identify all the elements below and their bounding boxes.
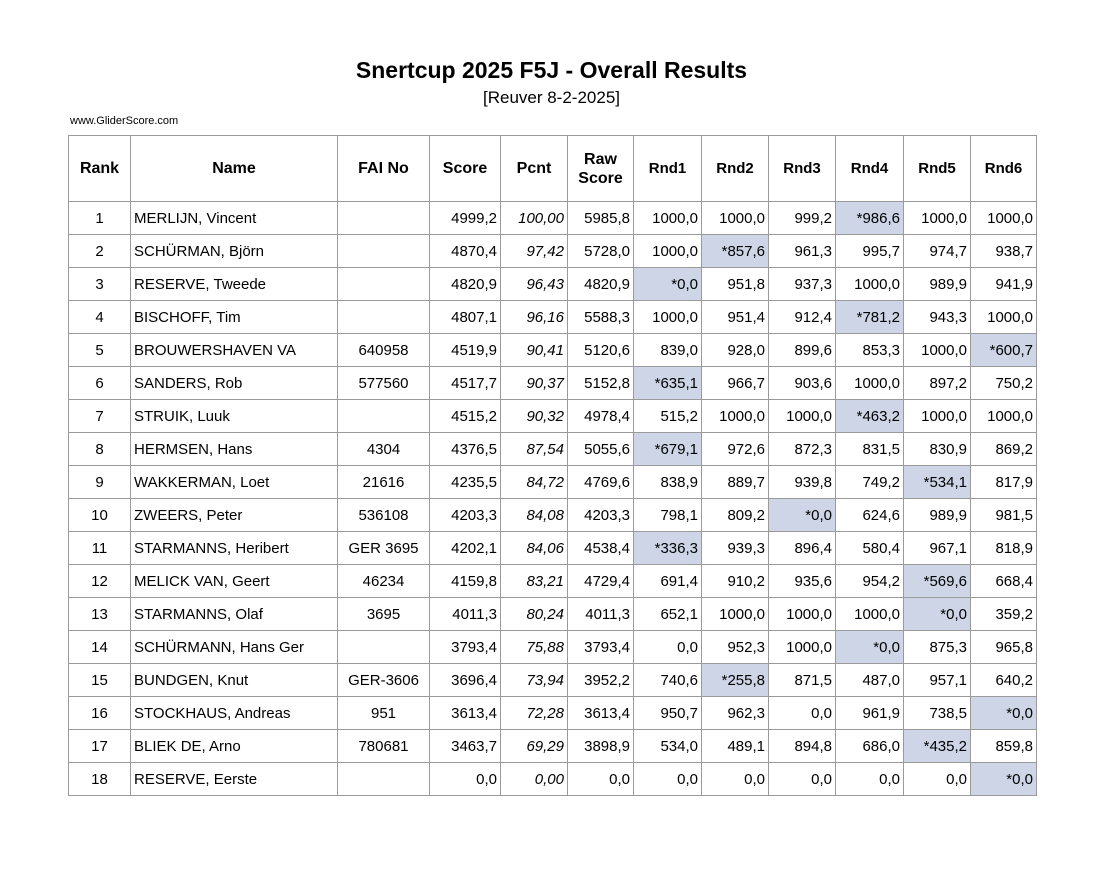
round-4-cell: 954,2 <box>836 565 904 598</box>
round-1-cell: *635,1 <box>634 367 702 400</box>
results-body <box>69 202 1037 796</box>
score-cell: 4807,1 <box>430 301 501 334</box>
round-1-cell: 1000,0 <box>634 202 702 235</box>
score-cell: 3696,4 <box>430 664 501 697</box>
table-row <box>69 235 1037 268</box>
table-row <box>69 598 1037 631</box>
table-row <box>69 631 1037 664</box>
round-1-cell: *679,1 <box>634 433 702 466</box>
col-header-pcnt: Pcnt <box>501 136 568 202</box>
col-header-rnd5: Rnd5 <box>904 136 971 202</box>
round-6-cell: *600,7 <box>971 334 1037 367</box>
raw-score-cell: 4820,9 <box>568 268 634 301</box>
name-cell: WAKKERMAN, Loet <box>131 466 338 499</box>
fai-no-cell: 536108 <box>338 499 430 532</box>
raw-score-cell: 5055,6 <box>568 433 634 466</box>
round-6-cell: 818,9 <box>971 532 1037 565</box>
table-row <box>69 433 1037 466</box>
round-4-cell: 831,5 <box>836 433 904 466</box>
table-row <box>69 367 1037 400</box>
name-cell: BROUWERSHAVEN VA <box>131 334 338 367</box>
name-cell: MERLIJN, Vincent <box>131 202 338 235</box>
name-cell: SCHÜRMAN, Björn <box>131 235 338 268</box>
fai-no-cell: 21616 <box>338 466 430 499</box>
table-row <box>69 301 1037 334</box>
rank-cell: 13 <box>69 598 131 631</box>
score-cell: 3613,4 <box>430 697 501 730</box>
round-1-cell: 0,0 <box>634 763 702 796</box>
pcnt-cell: 0,00 <box>501 763 568 796</box>
round-5-cell: *534,1 <box>904 466 971 499</box>
rank-cell: 10 <box>69 499 131 532</box>
fai-no-cell <box>338 763 430 796</box>
table-row <box>69 697 1037 730</box>
round-6-cell: 859,8 <box>971 730 1037 763</box>
table-row <box>69 202 1037 235</box>
score-cell: 4870,4 <box>430 235 501 268</box>
round-5-cell: 1000,0 <box>904 202 971 235</box>
round-1-cell: 839,0 <box>634 334 702 367</box>
name-cell: SANDERS, Rob <box>131 367 338 400</box>
round-5-cell: 0,0 <box>904 763 971 796</box>
round-5-cell: *0,0 <box>904 598 971 631</box>
table-row <box>69 499 1037 532</box>
round-1-cell: 515,2 <box>634 400 702 433</box>
name-cell: STOCKHAUS, Andreas <box>131 697 338 730</box>
name-cell: STARMANNS, Olaf <box>131 598 338 631</box>
pcnt-cell: 90,37 <box>501 367 568 400</box>
fai-no-cell: 4304 <box>338 433 430 466</box>
round-3-cell: 912,4 <box>769 301 836 334</box>
round-2-cell: 952,3 <box>702 631 769 664</box>
round-6-cell: *0,0 <box>971 697 1037 730</box>
round-5-cell: 830,9 <box>904 433 971 466</box>
round-6-cell: 941,9 <box>971 268 1037 301</box>
col-header-rnd6: Rnd6 <box>971 136 1037 202</box>
col-header-fai-no: FAI No <box>338 136 430 202</box>
pcnt-cell: 80,24 <box>501 598 568 631</box>
round-1-cell: 652,1 <box>634 598 702 631</box>
round-1-cell: 838,9 <box>634 466 702 499</box>
round-3-cell: 937,3 <box>769 268 836 301</box>
fai-no-cell <box>338 301 430 334</box>
round-2-cell: *857,6 <box>702 235 769 268</box>
round-6-cell: 981,5 <box>971 499 1037 532</box>
pcnt-cell: 90,32 <box>501 400 568 433</box>
round-6-cell: *0,0 <box>971 763 1037 796</box>
round-2-cell: 928,0 <box>702 334 769 367</box>
round-1-cell: 950,7 <box>634 697 702 730</box>
round-2-cell: 489,1 <box>702 730 769 763</box>
round-4-cell: *781,2 <box>836 301 904 334</box>
round-5-cell: 943,3 <box>904 301 971 334</box>
fai-no-cell <box>338 268 430 301</box>
score-cell: 4011,3 <box>430 598 501 631</box>
name-cell: HERMSEN, Hans <box>131 433 338 466</box>
score-cell: 4515,2 <box>430 400 501 433</box>
fai-no-cell <box>338 235 430 268</box>
rank-cell: 16 <box>69 697 131 730</box>
table-row <box>69 268 1037 301</box>
fai-no-cell: 780681 <box>338 730 430 763</box>
score-cell: 4999,2 <box>430 202 501 235</box>
fai-no-cell <box>338 631 430 664</box>
table-row <box>69 400 1037 433</box>
pcnt-cell: 84,06 <box>501 532 568 565</box>
raw-score-cell: 0,0 <box>568 763 634 796</box>
pcnt-cell: 75,88 <box>501 631 568 664</box>
round-4-cell: 624,6 <box>836 499 904 532</box>
fai-no-cell: 577560 <box>338 367 430 400</box>
table-row <box>69 466 1037 499</box>
round-3-cell: 939,8 <box>769 466 836 499</box>
score-cell: 4235,5 <box>430 466 501 499</box>
col-header-score: Score <box>430 136 501 202</box>
table-row <box>69 334 1037 367</box>
round-5-cell: 967,1 <box>904 532 971 565</box>
rank-cell: 12 <box>69 565 131 598</box>
table-row <box>69 763 1037 796</box>
raw-score-cell: 3898,9 <box>568 730 634 763</box>
pcnt-cell: 96,43 <box>501 268 568 301</box>
table-row <box>69 730 1037 763</box>
round-4-cell: 1000,0 <box>836 598 904 631</box>
raw-score-cell: 5120,6 <box>568 334 634 367</box>
round-3-cell: 961,3 <box>769 235 836 268</box>
round-6-cell: 965,8 <box>971 631 1037 664</box>
round-3-cell: 896,4 <box>769 532 836 565</box>
round-5-cell: 738,5 <box>904 697 971 730</box>
fai-no-cell <box>338 400 430 433</box>
score-cell: 3463,7 <box>430 730 501 763</box>
round-5-cell: 875,3 <box>904 631 971 664</box>
name-cell: MELICK VAN, Geert <box>131 565 338 598</box>
round-2-cell: 889,7 <box>702 466 769 499</box>
round-3-cell: 872,3 <box>769 433 836 466</box>
rank-cell: 18 <box>69 763 131 796</box>
round-4-cell: 961,9 <box>836 697 904 730</box>
round-1-cell: *0,0 <box>634 268 702 301</box>
round-3-cell: 1000,0 <box>769 400 836 433</box>
rank-cell: 1 <box>69 202 131 235</box>
raw-score-cell: 3613,4 <box>568 697 634 730</box>
pcnt-cell: 72,28 <box>501 697 568 730</box>
round-2-cell: *255,8 <box>702 664 769 697</box>
round-5-cell: 957,1 <box>904 664 971 697</box>
round-4-cell: 686,0 <box>836 730 904 763</box>
round-5-cell: *569,6 <box>904 565 971 598</box>
round-4-cell: 487,0 <box>836 664 904 697</box>
round-1-cell: 534,0 <box>634 730 702 763</box>
round-4-cell: *463,2 <box>836 400 904 433</box>
table-row <box>69 565 1037 598</box>
round-2-cell: 1000,0 <box>702 400 769 433</box>
round-5-cell: 1000,0 <box>904 400 971 433</box>
round-6-cell: 938,7 <box>971 235 1037 268</box>
round-4-cell: 995,7 <box>836 235 904 268</box>
round-2-cell: 1000,0 <box>702 598 769 631</box>
col-header-rank: Rank <box>69 136 131 202</box>
rank-cell: 7 <box>69 400 131 433</box>
raw-score-cell: 3793,4 <box>568 631 634 664</box>
page-title: Snertcup 2025 F5J - Overall Results <box>355 57 748 83</box>
round-1-cell: 1000,0 <box>634 235 702 268</box>
round-2-cell: 966,7 <box>702 367 769 400</box>
raw-score-cell: 4769,6 <box>568 466 634 499</box>
round-3-cell: 935,6 <box>769 565 836 598</box>
round-3-cell: 899,6 <box>769 334 836 367</box>
pcnt-cell: 69,29 <box>501 730 568 763</box>
event-subtitle: [Reuver 8-2-2025] <box>482 88 621 107</box>
fai-no-cell: 3695 <box>338 598 430 631</box>
round-4-cell: 580,4 <box>836 532 904 565</box>
rank-cell: 2 <box>69 235 131 268</box>
rank-cell: 6 <box>69 367 131 400</box>
score-cell: 4517,7 <box>430 367 501 400</box>
round-6-cell: 1000,0 <box>971 202 1037 235</box>
score-cell: 4376,5 <box>430 433 501 466</box>
round-6-cell: 640,2 <box>971 664 1037 697</box>
pcnt-cell: 90,41 <box>501 334 568 367</box>
round-2-cell: 951,4 <box>702 301 769 334</box>
round-3-cell: 0,0 <box>769 763 836 796</box>
round-2-cell: 962,3 <box>702 697 769 730</box>
round-5-cell: 989,9 <box>904 268 971 301</box>
round-4-cell: 1000,0 <box>836 268 904 301</box>
rank-cell: 3 <box>69 268 131 301</box>
raw-score-cell: 5588,3 <box>568 301 634 334</box>
round-3-cell: 999,2 <box>769 202 836 235</box>
name-cell: BLIEK DE, Arno <box>131 730 338 763</box>
fai-no-cell: 951 <box>338 697 430 730</box>
raw-score-cell: 4538,4 <box>568 532 634 565</box>
score-cell: 4159,8 <box>430 565 501 598</box>
site-url: www.GliderScore.com <box>70 115 179 127</box>
round-4-cell: 749,2 <box>836 466 904 499</box>
round-1-cell: 691,4 <box>634 565 702 598</box>
col-header-rnd2: Rnd2 <box>702 136 769 202</box>
round-4-cell: *986,6 <box>836 202 904 235</box>
raw-score-cell: 5985,8 <box>568 202 634 235</box>
rank-cell: 5 <box>69 334 131 367</box>
score-cell: 4519,9 <box>430 334 501 367</box>
round-2-cell: 1000,0 <box>702 202 769 235</box>
col-header-name: Name <box>131 136 338 202</box>
results-table <box>68 135 1037 796</box>
round-1-cell: 0,0 <box>634 631 702 664</box>
round-4-cell: *0,0 <box>836 631 904 664</box>
round-4-cell: 1000,0 <box>836 367 904 400</box>
round-3-cell: 903,6 <box>769 367 836 400</box>
score-cell: 4202,1 <box>430 532 501 565</box>
name-cell: BUNDGEN, Knut <box>131 664 338 697</box>
round-6-cell: 1000,0 <box>971 400 1037 433</box>
raw-score-cell: 5728,0 <box>568 235 634 268</box>
col-header-rnd3: Rnd3 <box>769 136 836 202</box>
rank-cell: 4 <box>69 301 131 334</box>
round-4-cell: 853,3 <box>836 334 904 367</box>
pcnt-cell: 97,42 <box>501 235 568 268</box>
raw-score-cell: 4011,3 <box>568 598 634 631</box>
round-1-cell: 798,1 <box>634 499 702 532</box>
round-3-cell: 0,0 <box>769 697 836 730</box>
rank-cell: 8 <box>69 433 131 466</box>
name-cell: RESERVE, Tweede <box>131 268 338 301</box>
name-cell: ZWEERS, Peter <box>131 499 338 532</box>
name-cell: SCHÜRMANN, Hans Ger <box>131 631 338 664</box>
round-2-cell: 972,6 <box>702 433 769 466</box>
fai-no-cell: GER-3606 <box>338 664 430 697</box>
raw-score-cell: 3952,2 <box>568 664 634 697</box>
raw-score-cell: 4203,3 <box>568 499 634 532</box>
score-cell: 4203,3 <box>430 499 501 532</box>
pcnt-cell: 73,94 <box>501 664 568 697</box>
round-6-cell: 869,2 <box>971 433 1037 466</box>
round-2-cell: 951,8 <box>702 268 769 301</box>
round-2-cell: 939,3 <box>702 532 769 565</box>
round-1-cell: 740,6 <box>634 664 702 697</box>
header-row <box>69 136 1037 202</box>
round-5-cell: 897,2 <box>904 367 971 400</box>
name-cell: BISCHOFF, Tim <box>131 301 338 334</box>
score-cell: 0,0 <box>430 763 501 796</box>
fai-no-cell: 46234 <box>338 565 430 598</box>
round-6-cell: 750,2 <box>971 367 1037 400</box>
score-cell: 4820,9 <box>430 268 501 301</box>
round-3-cell: 1000,0 <box>769 631 836 664</box>
round-6-cell: 817,9 <box>971 466 1037 499</box>
col-header-rnd1: Rnd1 <box>634 136 702 202</box>
table-row <box>69 532 1037 565</box>
rank-cell: 14 <box>69 631 131 664</box>
round-6-cell: 668,4 <box>971 565 1037 598</box>
round-2-cell: 0,0 <box>702 763 769 796</box>
round-1-cell: *336,3 <box>634 532 702 565</box>
round-5-cell: 989,9 <box>904 499 971 532</box>
rank-cell: 17 <box>69 730 131 763</box>
round-3-cell: 871,5 <box>769 664 836 697</box>
fai-no-cell: GER 3695 <box>338 532 430 565</box>
fai-no-cell: 640958 <box>338 334 430 367</box>
rank-cell: 15 <box>69 664 131 697</box>
pcnt-cell: 84,72 <box>501 466 568 499</box>
round-5-cell: 974,7 <box>904 235 971 268</box>
raw-score-cell: 4729,4 <box>568 565 634 598</box>
round-4-cell: 0,0 <box>836 763 904 796</box>
name-cell: RESERVE, Eerste <box>131 763 338 796</box>
raw-score-cell: 4978,4 <box>568 400 634 433</box>
raw-score-cell: 5152,8 <box>568 367 634 400</box>
round-3-cell: 1000,0 <box>769 598 836 631</box>
rank-cell: 9 <box>69 466 131 499</box>
round-5-cell: 1000,0 <box>904 334 971 367</box>
table-row <box>69 664 1037 697</box>
round-2-cell: 809,2 <box>702 499 769 532</box>
round-6-cell: 359,2 <box>971 598 1037 631</box>
pcnt-cell: 100,00 <box>501 202 568 235</box>
round-6-cell: 1000,0 <box>971 301 1037 334</box>
fai-no-cell <box>338 202 430 235</box>
round-1-cell: 1000,0 <box>634 301 702 334</box>
pcnt-cell: 87,54 <box>501 433 568 466</box>
name-cell: STRUIK, Luuk <box>131 400 338 433</box>
round-2-cell: 910,2 <box>702 565 769 598</box>
round-3-cell: 894,8 <box>769 730 836 763</box>
pcnt-cell: 83,21 <box>501 565 568 598</box>
col-header-rnd4: Rnd4 <box>836 136 904 202</box>
round-3-cell: *0,0 <box>769 499 836 532</box>
round-5-cell: *435,2 <box>904 730 971 763</box>
pcnt-cell: 96,16 <box>501 301 568 334</box>
rank-cell: 11 <box>69 532 131 565</box>
name-cell: STARMANNS, Heribert <box>131 532 338 565</box>
score-cell: 3793,4 <box>430 631 501 664</box>
pcnt-cell: 84,08 <box>501 499 568 532</box>
col-header-raw-score: Raw Score <box>568 136 634 202</box>
